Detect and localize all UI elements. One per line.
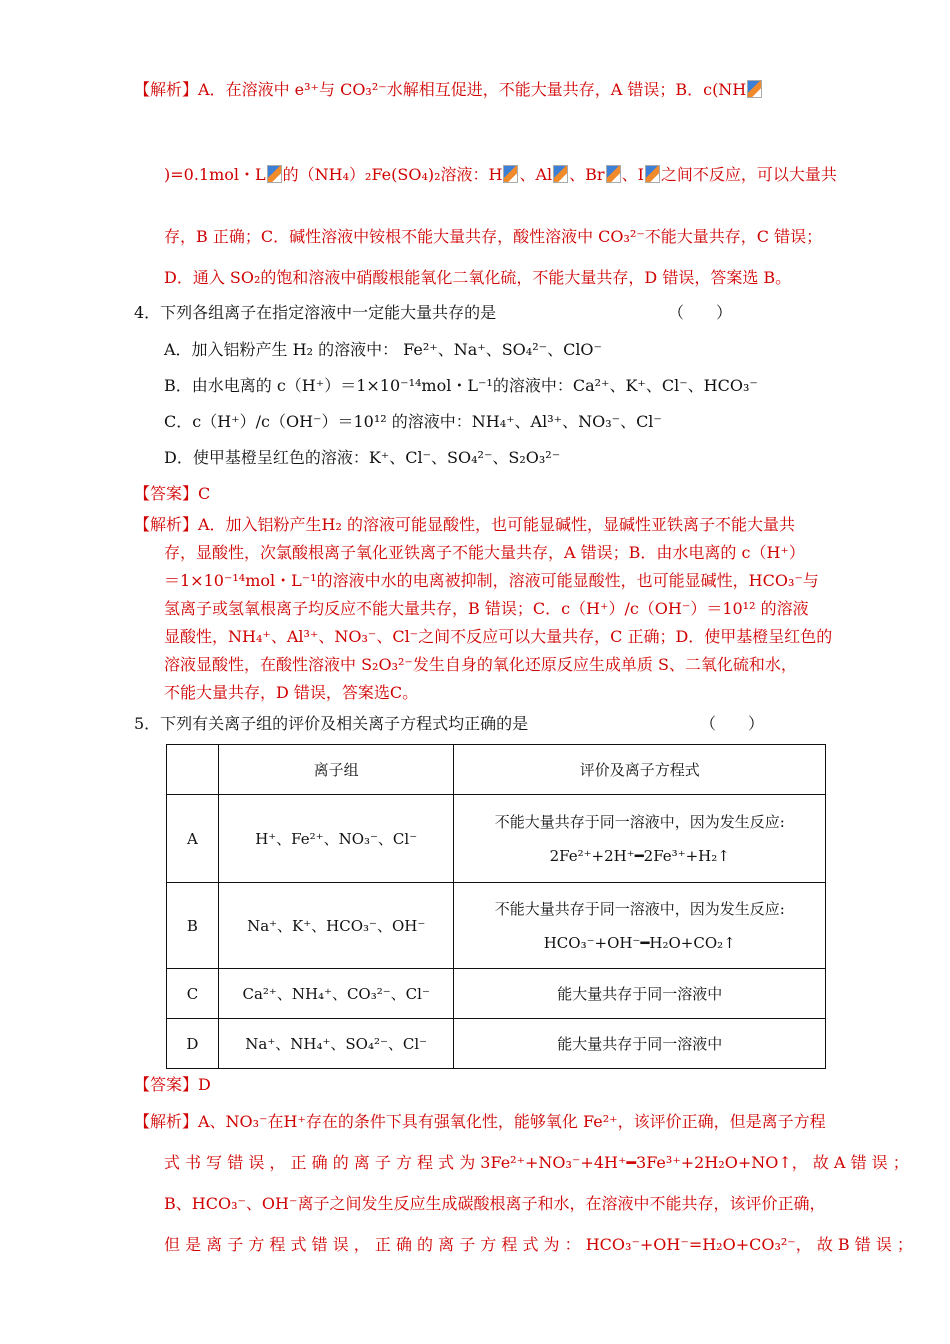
ions-cell: Ca²⁺、NH₄⁺、CO₃²⁻、Cl⁻ bbox=[218, 969, 454, 1019]
q4-analysis-line: 溶液显酸性，在酸性溶液中 S₂O₃²⁻发生自身的氧化还原反应生成单质 S、二氧化硫和水， bbox=[164, 655, 797, 674]
table-row bbox=[167, 1019, 826, 1069]
q3-analysis-line4: D．通入 SO₂的饱和溶液中硝酸根能氧化二氧化硫，不能大量共存，D 错误，答案选 B。 bbox=[164, 268, 792, 287]
q4-option-c: C．c（H⁺）/c（OH⁻）＝10¹² 的溶液中：NH₄⁺、Al³⁺、NO₃⁻、Cl⁻ bbox=[164, 412, 662, 431]
q3-line2a: )=0.1mol・L bbox=[164, 165, 266, 184]
q3-line2c: 、Al bbox=[519, 165, 553, 184]
equation-text: HCO₃⁻+OH⁻━H₂O+CO₂↑ bbox=[543, 933, 736, 952]
q4-analysis-line: 显酸性，NH₄⁺、Al³⁺、NO₃⁻、Cl⁻之间不反应可以大量共存，C 正确；D．使甲基橙呈红色的 bbox=[164, 627, 833, 646]
option-cell: A bbox=[167, 795, 219, 883]
evaluation-cell bbox=[454, 883, 826, 969]
option-cell: B bbox=[167, 883, 219, 969]
ions-cell: Na⁺、K⁺、HCO₃⁻、OH⁻ bbox=[218, 883, 454, 969]
table-header-cell: 评价及离子方程式 bbox=[454, 745, 826, 795]
q5-analysis-line: B、HCO₃⁻、OH⁻离子之间发生反应生成碳酸根离子和水，在溶液中不能共存，该评价正确， bbox=[164, 1194, 826, 1213]
q4-answer-paren: （ ） bbox=[668, 303, 733, 322]
q5-answer: 【答案】D bbox=[134, 1075, 211, 1094]
evaluation-cell bbox=[454, 795, 826, 883]
table-row bbox=[167, 969, 826, 1019]
table-header-row bbox=[167, 745, 826, 795]
broken-image-icon bbox=[503, 165, 518, 183]
analysis-tag: 【解析】 bbox=[134, 80, 199, 99]
q4-option-d: D．使甲基橙呈红色的溶液：K⁺、Cl⁻、SO₄²⁻、S₂O₃²⁻ bbox=[164, 448, 561, 467]
q3-analysis-line1 bbox=[134, 80, 763, 100]
q3-line1-text: A．在溶液中 e³⁺与 CO₃²⁻水解相互促进，不能大量共存，A 错误；B．c(NH bbox=[198, 80, 747, 99]
q4-analysis-line: ＝1×10⁻¹⁴mol・L⁻¹的溶液中水的电离被抑制，溶液可能显酸性，也可能显碱性，HCO₃⁻与 bbox=[164, 571, 819, 590]
q3-line2b: 的（NH₄）₂Fe(SO₄)₂溶液：H bbox=[282, 165, 503, 184]
q4-option-a: A．加入铝粉产生 H₂ 的溶液中： Fe²⁺、Na⁺、SO₄²⁻、ClO⁻ bbox=[164, 340, 602, 359]
q4-stem: 4．下列各组离子在指定溶液中一定能大量共存的是 bbox=[134, 303, 497, 322]
broken-image-icon bbox=[553, 165, 568, 183]
q3-analysis-line3: 存，B 正确；C．碱性溶液中铵根不能大量共存，酸性溶液中 CO₃²⁻不能大量共存，C 错误； bbox=[164, 227, 823, 246]
equation-text: 2Fe²⁺+2H⁺━2Fe³⁺+H₂↑ bbox=[549, 846, 730, 865]
q5-answer-paren: （ ） bbox=[700, 714, 765, 733]
table-header-cell: 离子组 bbox=[218, 745, 454, 795]
q3-line2d: 、Br bbox=[569, 165, 605, 184]
broken-image-icon bbox=[606, 165, 621, 183]
q3-line2f: 之间不反应，可以大量共 bbox=[660, 165, 837, 184]
q5-analysis-line: 但 是 离 子 方 程 式 错 误 ， 正 确 的 离 子 方 程 式 为 ： HCO₃⁻+OH⁻=H₂O+CO₃²⁻， 故 B 错 误 ； bbox=[164, 1235, 913, 1254]
ions-cell: H⁺、Fe²⁺、NO₃⁻、Cl⁻ bbox=[218, 795, 454, 883]
ion-evaluation-table bbox=[166, 744, 826, 1069]
q3-analysis-line2 bbox=[164, 165, 837, 185]
evaluation-text: 不能大量共存于同一溶液中，因为发生反应: bbox=[494, 899, 785, 918]
evaluation-cell: 能大量共存于同一溶液中 bbox=[454, 1019, 826, 1069]
q4-option-b: B．由水电离的 c（H⁺）＝1×10⁻¹⁴mol・L⁻¹的溶液中：Ca²⁺、K⁺、Cl⁻、HCO₃⁻ bbox=[164, 376, 758, 395]
option-cell: C bbox=[167, 969, 219, 1019]
q4-analysis-line: 氢离子或氢氧根离子均反应不能大量共存，B 错误；C．c（H⁺）/c（OH⁻）＝10¹² 的溶液 bbox=[164, 599, 809, 618]
table-row bbox=[167, 795, 826, 883]
broken-image-icon bbox=[267, 165, 282, 183]
q5-analysis-line: 式 书 写 错 误 ， 正 确 的 离 子 方 程 式 为 3Fe²⁺+NO₃⁻+4H⁺━3Fe³⁺+2H₂O+NO↑， 故 A 错 误 ； bbox=[164, 1153, 909, 1172]
broken-image-icon bbox=[645, 165, 660, 183]
q4-analysis-line: 不能大量共存，D 错误，答案选C。 bbox=[164, 683, 419, 702]
q4-answer: 【答案】C bbox=[134, 484, 211, 503]
broken-image-icon bbox=[747, 80, 762, 98]
q5-stem: 5．下列有关离子组的评价及相关离子方程式均正确的是 bbox=[134, 714, 529, 733]
table-header-cell bbox=[167, 745, 219, 795]
table-row bbox=[167, 883, 826, 969]
q4-analysis-line: 存，显酸性，次氯酸根离子氧化亚铁离子不能大量共存，A 错误；B．由水电离的 c（H⁺） bbox=[164, 543, 805, 562]
q5-analysis-line: 【解析】A、NO₃⁻在H⁺存在的条件下具有强氧化性，能够氧化 Fe²⁺，该评价正确，但是离子方程 bbox=[134, 1112, 826, 1131]
evaluation-cell: 能大量共存于同一溶液中 bbox=[454, 969, 826, 1019]
option-cell: D bbox=[167, 1019, 219, 1069]
q4-analysis-line: 【解析】A．加入铝粉产生H₂ 的溶液可能显酸性，也可能显碱性，显碱性亚铁离子不能大量共 bbox=[134, 515, 796, 534]
q3-line2e: 、I bbox=[621, 165, 644, 184]
evaluation-text: 不能大量共存于同一溶液中，因为发生反应: bbox=[494, 812, 785, 831]
ions-cell: Na⁺、NH₄⁺、SO₄²⁻、Cl⁻ bbox=[218, 1019, 454, 1069]
